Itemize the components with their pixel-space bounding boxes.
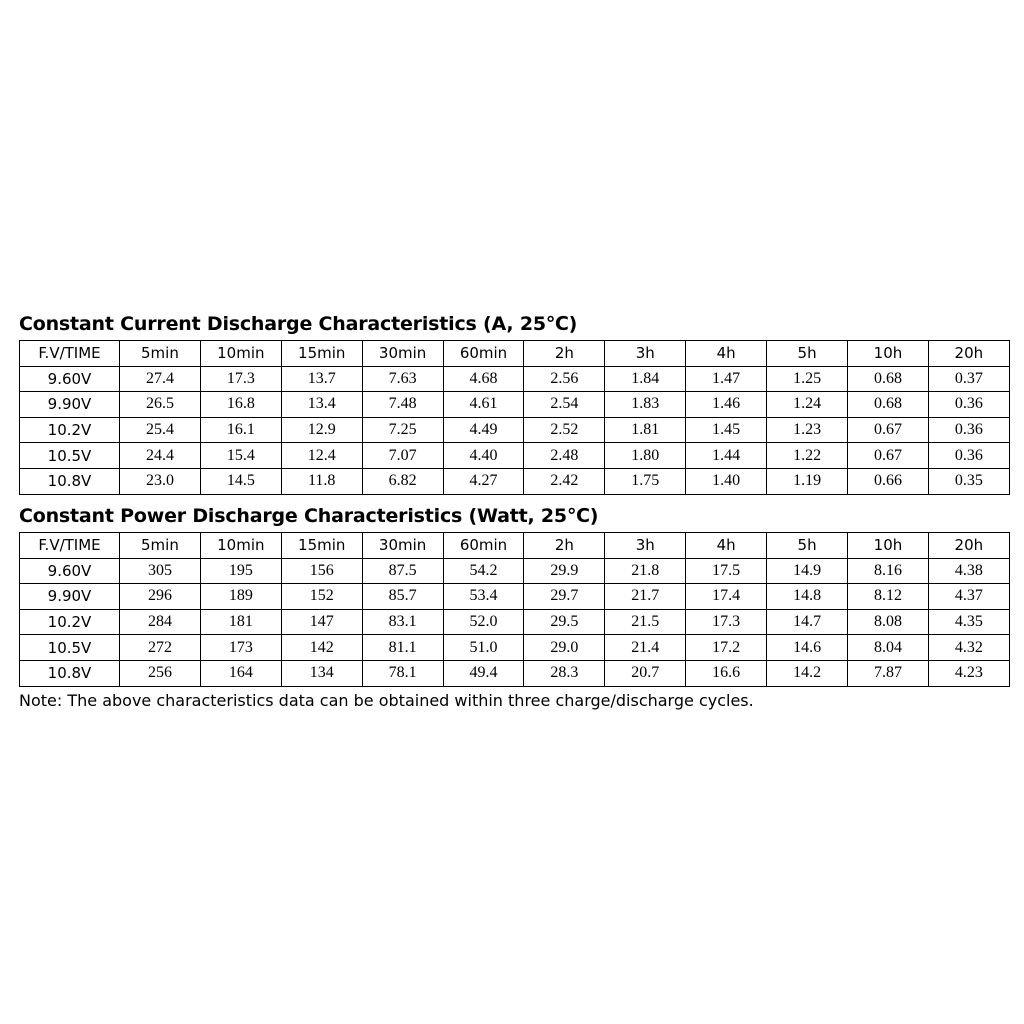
table-cell: 14.6 <box>767 635 848 661</box>
column-header-duration: 30min <box>362 533 443 559</box>
table-cell: 272 <box>120 635 201 661</box>
table-cell: 296 <box>120 584 201 610</box>
table-cell: 29.7 <box>524 584 605 610</box>
row-header-final-voltage: 10.5V <box>20 635 120 661</box>
row-header-final-voltage: 10.8V <box>20 660 120 686</box>
table-cell: 0.36 <box>928 443 1009 469</box>
table-cell: 23.0 <box>120 468 201 494</box>
table-cell: 173 <box>200 635 281 661</box>
column-header-duration: 4h <box>686 533 767 559</box>
table-cell: 7.63 <box>362 366 443 392</box>
table-header-row <box>20 341 1010 367</box>
table-cell: 147 <box>281 609 362 635</box>
table-header-row <box>20 533 1010 559</box>
table-cell: 156 <box>281 558 362 584</box>
table-cell: 83.1 <box>362 609 443 635</box>
table-cell: 14.8 <box>767 584 848 610</box>
table-cell: 28.3 <box>524 660 605 686</box>
table-cell: 78.1 <box>362 660 443 686</box>
table-cell: 4.68 <box>443 366 524 392</box>
table-cell: 21.8 <box>605 558 686 584</box>
power-discharge-title: Constant Power Discharge Characteristics (Watt, 25℃) <box>19 505 599 527</box>
row-header-final-voltage: 10.8V <box>20 468 120 494</box>
table-cell: 4.37 <box>928 584 1009 610</box>
table-row <box>20 417 1010 443</box>
table-cell: 189 <box>200 584 281 610</box>
table-row <box>20 392 1010 418</box>
table-cell: 142 <box>281 635 362 661</box>
table-row <box>20 366 1010 392</box>
table-cell: 181 <box>200 609 281 635</box>
table-cell: 152 <box>281 584 362 610</box>
column-header-duration: 5h <box>767 533 848 559</box>
table-cell: 26.5 <box>120 392 201 418</box>
table-cell: 4.35 <box>928 609 1009 635</box>
current-discharge-table <box>19 340 1010 495</box>
column-header-duration: 10min <box>200 341 281 367</box>
table-cell: 0.37 <box>928 366 1009 392</box>
table-cell: 4.27 <box>443 468 524 494</box>
row-header-final-voltage: 10.2V <box>20 609 120 635</box>
column-header-duration: 3h <box>605 341 686 367</box>
table-cell: 25.4 <box>120 417 201 443</box>
column-header-duration: 5h <box>767 341 848 367</box>
table-cell: 16.1 <box>200 417 281 443</box>
table-cell: 14.2 <box>767 660 848 686</box>
table-row <box>20 443 1010 469</box>
table-cell: 0.66 <box>848 468 929 494</box>
table-row <box>20 468 1010 494</box>
table-cell: 7.07 <box>362 443 443 469</box>
table-cell: 17.5 <box>686 558 767 584</box>
table-cell: 24.4 <box>120 443 201 469</box>
table-cell: 7.48 <box>362 392 443 418</box>
table-cell: 21.7 <box>605 584 686 610</box>
table-cell: 87.5 <box>362 558 443 584</box>
table-cell: 0.35 <box>928 468 1009 494</box>
table-cell: 2.48 <box>524 443 605 469</box>
table-cell: 1.23 <box>767 417 848 443</box>
power-discharge-table <box>19 532 1010 687</box>
column-header-duration: 5min <box>120 341 201 367</box>
table-cell: 29.5 <box>524 609 605 635</box>
table-cell: 17.3 <box>200 366 281 392</box>
table-cell: 20.7 <box>605 660 686 686</box>
column-header-duration: 30min <box>362 341 443 367</box>
table-cell: 27.4 <box>120 366 201 392</box>
column-header-duration: 2h <box>524 533 605 559</box>
row-header-final-voltage: 10.2V <box>20 417 120 443</box>
table-row <box>20 558 1010 584</box>
table-cell: 1.81 <box>605 417 686 443</box>
table-cell: 134 <box>281 660 362 686</box>
table-row <box>20 660 1010 686</box>
column-header-final-voltage: F.V/TIME <box>20 533 120 559</box>
table-cell: 1.22 <box>767 443 848 469</box>
table-cell: 305 <box>120 558 201 584</box>
table-cell: 0.36 <box>928 392 1009 418</box>
table-cell: 21.4 <box>605 635 686 661</box>
table-cell: 1.75 <box>605 468 686 494</box>
table-cell: 2.54 <box>524 392 605 418</box>
row-header-final-voltage: 10.5V <box>20 443 120 469</box>
table-cell: 85.7 <box>362 584 443 610</box>
column-header-duration: 10min <box>200 533 281 559</box>
table-cell: 17.4 <box>686 584 767 610</box>
column-header-final-voltage: F.V/TIME <box>20 341 120 367</box>
table-cell: 1.46 <box>686 392 767 418</box>
column-header-duration: 60min <box>443 341 524 367</box>
table-cell: 284 <box>120 609 201 635</box>
column-header-duration: 3h <box>605 533 686 559</box>
table-cell: 0.67 <box>848 443 929 469</box>
table-cell: 13.4 <box>281 392 362 418</box>
table-cell: 4.49 <box>443 417 524 443</box>
table-cell: 17.2 <box>686 635 767 661</box>
table-cell: 51.0 <box>443 635 524 661</box>
table-cell: 14.5 <box>200 468 281 494</box>
table-cell: 2.56 <box>524 366 605 392</box>
row-header-final-voltage: 9.60V <box>20 366 120 392</box>
footnote: Note: The above characteristics data can be obtained within three charge/discharge cycles. <box>19 691 754 710</box>
table-cell: 8.04 <box>848 635 929 661</box>
table-cell: 195 <box>200 558 281 584</box>
table-cell: 12.4 <box>281 443 362 469</box>
table-cell: 4.40 <box>443 443 524 469</box>
table-cell: 14.9 <box>767 558 848 584</box>
table-cell: 52.0 <box>443 609 524 635</box>
table-cell: 17.3 <box>686 609 767 635</box>
column-header-duration: 15min <box>281 533 362 559</box>
table-cell: 4.38 <box>928 558 1009 584</box>
table-cell: 0.36 <box>928 417 1009 443</box>
table-cell: 0.68 <box>848 392 929 418</box>
row-header-final-voltage: 9.60V <box>20 558 120 584</box>
table-cell: 0.67 <box>848 417 929 443</box>
table-cell: 2.42 <box>524 468 605 494</box>
table-cell: 1.80 <box>605 443 686 469</box>
table-cell: 15.4 <box>200 443 281 469</box>
table-cell: 12.9 <box>281 417 362 443</box>
table-cell: 8.08 <box>848 609 929 635</box>
table-cell: 29.0 <box>524 635 605 661</box>
table-cell: 8.12 <box>848 584 929 610</box>
table-cell: 29.9 <box>524 558 605 584</box>
table-cell: 7.87 <box>848 660 929 686</box>
table-cell: 1.25 <box>767 366 848 392</box>
table-cell: 1.45 <box>686 417 767 443</box>
table-cell: 1.83 <box>605 392 686 418</box>
table-cell: 4.32 <box>928 635 1009 661</box>
table-cell: 7.25 <box>362 417 443 443</box>
column-header-duration: 4h <box>686 341 767 367</box>
column-header-duration: 10h <box>848 341 929 367</box>
table-cell: 8.16 <box>848 558 929 584</box>
table-cell: 16.8 <box>200 392 281 418</box>
table-cell: 14.7 <box>767 609 848 635</box>
column-header-duration: 60min <box>443 533 524 559</box>
table-cell: 4.23 <box>928 660 1009 686</box>
column-header-duration: 10h <box>848 533 929 559</box>
row-header-final-voltage: 9.90V <box>20 392 120 418</box>
table-cell: 53.4 <box>443 584 524 610</box>
table-cell: 1.24 <box>767 392 848 418</box>
table-row <box>20 635 1010 661</box>
table-cell: 13.7 <box>281 366 362 392</box>
column-header-duration: 15min <box>281 341 362 367</box>
table-cell: 6.82 <box>362 468 443 494</box>
column-header-duration: 5min <box>120 533 201 559</box>
table-cell: 164 <box>200 660 281 686</box>
table-cell: 81.1 <box>362 635 443 661</box>
table-cell: 256 <box>120 660 201 686</box>
table-cell: 1.44 <box>686 443 767 469</box>
table-row <box>20 584 1010 610</box>
table-cell: 1.19 <box>767 468 848 494</box>
table-cell: 49.4 <box>443 660 524 686</box>
table-cell: 1.40 <box>686 468 767 494</box>
table-cell: 16.6 <box>686 660 767 686</box>
column-header-duration: 20h <box>928 533 1009 559</box>
table-cell: 1.47 <box>686 366 767 392</box>
table-cell: 2.52 <box>524 417 605 443</box>
column-header-duration: 20h <box>928 341 1009 367</box>
table-cell: 54.2 <box>443 558 524 584</box>
table-cell: 0.68 <box>848 366 929 392</box>
table-cell: 11.8 <box>281 468 362 494</box>
current-discharge-title: Constant Current Discharge Characteristics (A, 25℃) <box>19 313 578 335</box>
table-cell: 21.5 <box>605 609 686 635</box>
table-cell: 4.61 <box>443 392 524 418</box>
row-header-final-voltage: 9.90V <box>20 584 120 610</box>
table-row <box>20 609 1010 635</box>
column-header-duration: 2h <box>524 341 605 367</box>
table-cell: 1.84 <box>605 366 686 392</box>
